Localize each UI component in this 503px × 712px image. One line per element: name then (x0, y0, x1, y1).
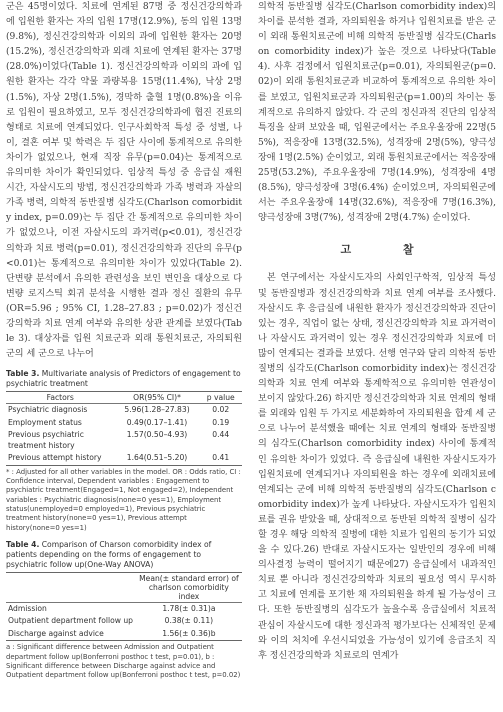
table-row (6, 417, 242, 430)
table-row (6, 628, 242, 641)
table-cell: 0.49(0.17–1.41) (126, 417, 188, 427)
body-paragraph: 본 연구에서는 자살시도자의 사회인구학적, 임상적 특성 및 동반질병과 정신건강의학과 치료 연계 여부를 조사했다. 자살시도 후 응급실에 내원한 환자가 정신건강의학과 진단이 있는 경우, 직업이 없는 상태, 정신건강의학과 치료 과거력이나 자살시도 과거력이 있는 경우 정신건강의학과 치료에 더 많이 연계되는 결과를 보였다. 선행 연구와 달리 의학적 동반질병의 심각도(Charlson comorbidity index)는 정신건강의학과 치료 연계 여부와 통계학적으로 유의미한 연관성이 보이지 않았다.26) 하지만 정신건강의학과 치료 연계의 형태를 외래와 입원 두 가지로 세분화하여 자의퇴원을 합계 세 군으로 나누어 분석했을 때에는 치료 연계의 형태와 동반질병의 심각도(Charlson comorbidity index) 사이에 통계적인 유의한 차이가 있었다. 즉 응급실에 내원한 자살시도자가 입원치료에 연계되거나 자의퇴원을 하는 경우에 외래치료에 연계되는 군에 비해 의학적 동반질병의 심각도(Charlson comorbidity index)가 높게 나타났다. 자살시도자가 입원치료를 권유 받았을 때, 상대적으로 동반된 의학적 질병이 심각할 경우 해당 의학적 질병에 대한 치료가 입원의 동기가 되었을 수 있다.26) 반대로 자살시도자는 일반인의 경우에 비해 의사결정 능력이 떨어지기 때문에27) 응급실에서 내과적인 치료 뿐 아니라 정신건강의학과 치료의 필요성 역시 무시하고 치료에 연계를 포기한 채 자의퇴원을 하게 될 가능성이 크다. 또한 동반질병의 심각도가 높을수록 응급실에서 치료적 관심이 자살시도에 대한 정신과적 평가보다는 신체적인 문제와 이의 처치에 우선시되었을 가능성이 있기에 응급조치 직후 정신건강의학과 치료로의 연계가 (258, 273, 496, 661)
table-header-row (6, 392, 242, 404)
table4 (6, 572, 242, 642)
table-header: OR(95% CI)* (115, 392, 200, 404)
table4-caption (6, 540, 242, 570)
table-cell: 1.64(0.51–5.20) (115, 452, 200, 465)
table-cell: 0.38(± 0.11) (164, 616, 214, 626)
table-cell: Previous attempt history (6, 452, 115, 465)
table3-caption (6, 369, 242, 389)
table-header: Mean(± standard error) of charlson comorbidity index (136, 572, 242, 602)
table-cell: 1.57(0.50–4.93) (126, 430, 188, 440)
table-row (6, 602, 242, 615)
table-cell: Psychiatric diagnosis (8, 405, 88, 415)
right-column (258, 0, 496, 664)
table-cell: 1.78(± 0.31)a (162, 603, 216, 613)
table-cell: Outpatient department follow up (8, 616, 133, 626)
table-cell: Admission (8, 603, 47, 613)
table-cell: Previous psychiatric treatment history (8, 430, 84, 450)
section-heading: 고 찰 (340, 243, 438, 257)
table4-footnote: a : Significant difference between Admission and Outpatient department follow up(Bonferroni posthoc t test, p=0.01), b : Significant difference between Discharge against advice and Outpatient department follow up(Bonferroni posthoc t test, p=0.02) (6, 643, 241, 680)
table-cell: Employment status (8, 417, 82, 427)
left-column (6, 0, 242, 681)
table-cell: 0.44 (212, 430, 230, 440)
body-paragraph: 의학적 동반질병 심각도(Charlson comorbidity index)의 차이를 분석한 결과, 자의퇴원을 하거나 입원치료를 받은 군이 외래 통원치료군에 비해 의학적 동반질병 심각도(Charlson comorbidity index)가 높은 것으로 나타났다(Table 4). 사후 검정에서 입원치료군(p=0.01), 자의퇴원군(p=0.02)이 외래 통원치료군과 비교하여 통계적으로 유의한 차이를 보였고, 입원치료군과 자의퇴원군(p=1.00)의 차이는 통계적으로 유의하지 않았다. 각 군의 정신과적 진단의 임상적 특징을 살펴 보았을 때, 입원군에서는 주요우울장애 22명(55%), 적응장애 13명(32.5%), 성격장애 2명(5%), 양극성장애 1명(2.5%) 순이었고, 외래 통원치료군에서는 적응장애 25명(53.2%), 주요우울장애 7명(14.9%), 성격장애 4명(8.5%), 양극성장애 3명(6.4%) 순이었으며, 자의퇴원군에서는 주요우울장애 14명(32.6%), 적응장애 7명(16.3%), 양극성장애 3명(7%), 성격장애 2명(4.7%) 순이었다. (258, 2, 496, 224)
table-cell: 0.41 (200, 452, 243, 465)
table-header (6, 572, 136, 602)
table-cell: 0.02 (212, 405, 230, 415)
table-row (6, 429, 242, 452)
table3-title: Multivariate analysis of Predictors of engagement to psychiatric treatment (6, 369, 241, 389)
table-cell: 5.96(1.28–27.83) (124, 405, 190, 415)
table4-label: Table 4. (6, 539, 40, 549)
body-paragraph: 군은 45명이었다. 치료에 연계된 87명 중 정신건강의학과에 입원한 환자는 자의 입원 17명(12.9%), 동의 입원 13명(9.8%), 정신건강의학과 이외의 과에 입원한 환자는 20명(15.2%), 정신건강의학과 외래 치료에 연계된 환자는 37명(28.0%)이었다(Table 1). 정신건강의학과 이외의 과에 입원한 환자는 각각 약물 과량복용 15명(11.4%), 낙상 2명(1.5%), 자상 2명(1.5%), 경막하 출혈 1명(0.8%)을 이유로 입원이 필요하였고, 모두 정신건강의학과에 협진 진료의 형태로 치료에 연계되었다. 인구사회학적 특성 중 성별, 나이, 결혼 여부 및 학력은 두 집단 사이에 통계적으로 유의한 차이가 없었으나, 현재 직장 유무(p=0.04)는 통계적으로 유의미한 차이가 확인되었다. 임상적 특성 중 응급실 재원 시간, 자살시도의 방법, 정신건강의학과 가족 병력과 자살의 가족 병력, 의학적 동반질병 심각도(Charlson comorbidity index, p=0.09)는 두 집단 간 통계적으로 유의미한 차이가 없었으나, 이전 자살시도의 과거력(p<0.01), 정신건강의학과 치료 병력(p=0.01), 정신건강의학과 진단의 유무(p<0.01)는 통계적으로 유의미한 차이가 있었다(Table 2). 단변량 분석에서 유의한 관련성을 보인 변인을 대상으로 다변량 로지스틱 회귀 분석을 시행한 결과 정신 질환의 유무(OR=5.96 ; 95% CI, 1.28–27.83 ; p=0.02)가 정신건강의학과 치료 연계 여부와 유의한 상관 관계를 보였다(Table 3). 대상자를 입원 치료군과 외래 통원치료군, 자의퇴원군의 세 군으로 나누어 (6, 2, 242, 360)
table4-title: Comparison of Charson comorbidity index of patients depending on the forms of engagement to psychiatric follow up(One-Way ANOVA) (6, 539, 212, 569)
table-row (6, 615, 242, 628)
table-cell: 1.56(± 0.36)b (136, 628, 242, 641)
table3-label: Table 3. (6, 369, 40, 379)
table-row (6, 404, 242, 417)
table-row (6, 452, 242, 465)
table-cell: Discharge against advice (6, 628, 136, 641)
table3 (6, 391, 242, 466)
table-header: Factors (6, 392, 115, 404)
table-header-row (6, 572, 242, 602)
table-cell: 0.19 (212, 417, 230, 427)
table-header: p value (200, 392, 243, 404)
table3-footnote: * : Adjusted for all other variables in the model. OR : Odds ratio, CI : Confidence interval, Dependent variables : Engagement to psychiatric treatment(Engaged=1, Not engaged=2), Independent variables : Psychiatric diagnosis(none=0 yes=1), Employment status(unemployed=0 employed=1), Previous psychiatric treatment history(none=0 yes=1), Previous attempt history(none=0 yes=1) (6, 467, 241, 532)
